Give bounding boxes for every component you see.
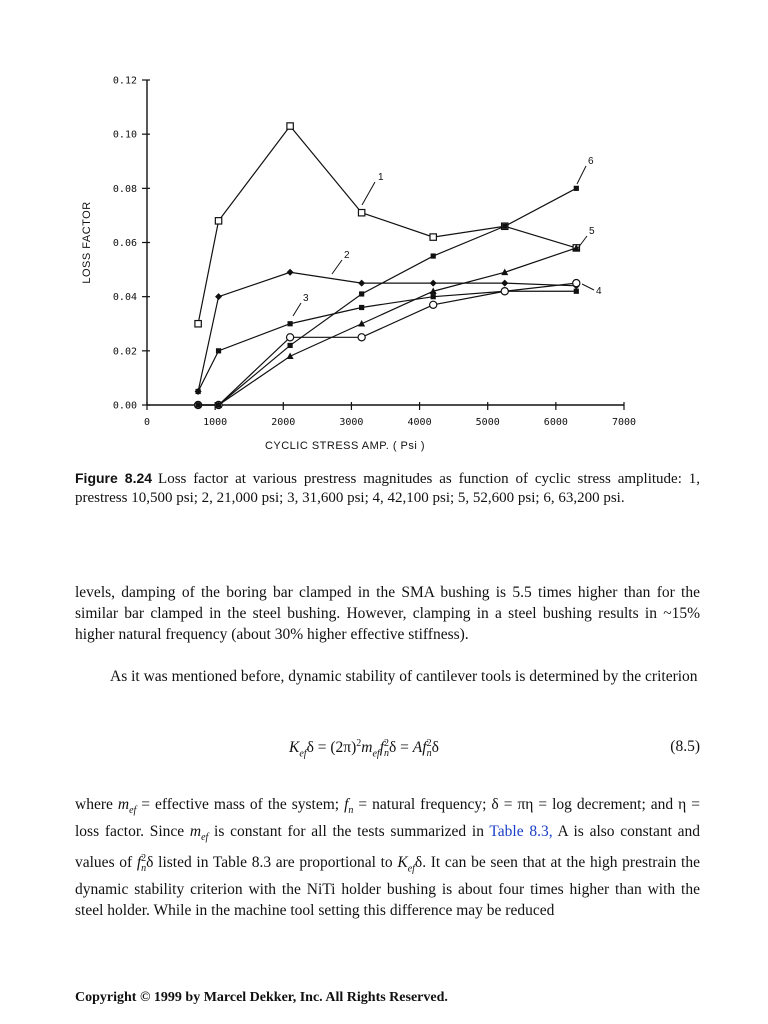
paragraph-2: As it was mentioned before, dynamic stability of cantilever tools is determined by the criterion	[110, 668, 698, 685]
data-point	[216, 402, 221, 407]
data-point	[288, 343, 293, 348]
p3-part-b: = effective mass of the system;	[136, 796, 345, 813]
data-point	[287, 269, 294, 276]
series-line-4	[198, 283, 576, 405]
data-point	[574, 186, 579, 191]
series-leader-3	[293, 303, 301, 316]
data-point	[358, 334, 365, 341]
data-point	[196, 389, 201, 394]
p3-part-e: A is also constant and values of	[75, 823, 701, 872]
data-point	[359, 305, 364, 310]
y-tick-label: 0.06	[112, 238, 137, 249]
x-tick-label: 6000	[543, 417, 568, 428]
y-tick-label: 0.08	[112, 183, 137, 195]
equation-body: $K_{ef}\delta = (2\pi)^2m_{ef}f^2_n\delta = Af^2_n\delta$	[289, 738, 439, 760]
equation-8-5	[75, 738, 700, 762]
figure-caption-text: Loss factor at various prestress magnitudes as function of cyclic stress amplitude: 1, prestress 10,500 psi; 2, 21,000 psi; 3, 31,600 psi; 4, 42,100 psi; 5, 52,600 psi; 6, 63,200 psi.	[75, 471, 700, 506]
x-axis-title: CYCLIC STRESS AMP. ( Psi )	[264, 440, 426, 452]
paragraph-3: where $m_{ef}$ = effective mass of the system; $f_n$ = natural frequency; δ = πη = log decrement; and η = loss factor. Since $m_{ef}$ is constant for all the tests summarized in Table 8.3, A is also constant and values of $f^2_n\delta$ listed in Table 8.3 are proportional to $K_{ef}\delta$. It can be seen that at the high prestrain the dynamic stability criterion with the NiTi holder bushing is about four times higher than with the steel holder. While in the machine tool setting this difference may be reduced	[75, 796, 701, 920]
series-leader-6	[577, 166, 586, 184]
data-point	[287, 123, 293, 129]
figure-label: Figure 8.24	[75, 470, 153, 486]
series-label-2: 2	[344, 250, 350, 261]
data-point	[215, 218, 221, 224]
data-point	[196, 402, 201, 407]
copyright-footer: Copyright © 1999 by Marcel Dekker, Inc. All Rights Reserved.	[75, 990, 448, 1005]
series-label-5: 5	[589, 226, 595, 237]
loss-factor-chart	[60, 62, 680, 462]
data-point	[287, 334, 294, 341]
data-point	[573, 280, 580, 287]
paragraph-1: levels, damping of the boring bar clamped in the SMA bushing is 5.5 times higher than for the similar bar clamped in the steel bushing. However, clamping in a steel bushing results in ~15% higher natural frequency (about 30% higher effective stiffness).	[75, 584, 700, 643]
data-point	[215, 293, 222, 300]
x-tick-label: 2000	[271, 417, 296, 428]
series-leader-5	[578, 236, 587, 248]
p3-part-g: . It can be seen that at the high prestrain the dynamic stability criterion with the NiTi holder bushing is about four times higher than with the steel holder. While in the machine tool setting this difference may be reduced	[75, 854, 700, 920]
data-point	[430, 234, 436, 240]
data-point	[216, 348, 221, 353]
x-tick-label: 4000	[407, 417, 432, 428]
data-point	[430, 301, 437, 308]
series-line-5	[198, 248, 576, 405]
data-point	[501, 288, 508, 295]
series-line-3	[198, 291, 576, 391]
series-line-1	[198, 126, 576, 324]
series-label-6: 6	[588, 156, 594, 167]
data-point	[430, 280, 437, 287]
data-point	[359, 291, 364, 296]
series-leader-1	[362, 182, 375, 205]
y-tick-label: 0.00	[112, 400, 137, 412]
data-point	[502, 224, 507, 229]
y-tick-label: 0.12	[112, 75, 137, 87]
p3-part-a: where	[75, 796, 118, 813]
table-8-3-link[interactable]: Table 8.3,	[489, 823, 553, 841]
y-tick-label: 0.02	[112, 346, 137, 358]
data-point	[431, 253, 436, 258]
x-tick-label: 3000	[339, 417, 364, 428]
data-point	[195, 321, 201, 327]
y-axis-title: LOSS FACTOR	[81, 201, 93, 284]
series-leader-2	[332, 260, 342, 274]
data-point	[358, 280, 365, 287]
p3-part-c: = natural frequency; δ = πη = log decrement; and η = loss factor. Since	[75, 796, 700, 841]
x-tick-label: 7000	[611, 417, 637, 428]
data-point	[501, 280, 508, 287]
chart-canvas	[60, 62, 680, 462]
data-point	[574, 289, 579, 294]
data-point	[288, 321, 293, 326]
series-leader-4	[582, 284, 594, 290]
series-label-3: 3	[303, 293, 309, 304]
x-tick-label: 1000	[203, 417, 228, 428]
y-tick-label: 0.10	[112, 129, 137, 141]
series-label-4: 4	[596, 286, 602, 297]
x-tick-label: 5000	[475, 417, 500, 428]
equation-number: (8.5)	[670, 738, 700, 755]
p3-part-f: listed in Table 8.3 are proportional to	[153, 854, 398, 872]
data-point	[431, 294, 436, 299]
x-tick-label: 0	[143, 417, 151, 428]
series-label-1: 1	[378, 172, 384, 183]
data-point	[358, 210, 364, 216]
p3-part-d: is constant for all the tests summarized in	[208, 823, 490, 841]
y-tick-label: 0.04	[112, 292, 137, 304]
figure-caption	[75, 469, 700, 508]
